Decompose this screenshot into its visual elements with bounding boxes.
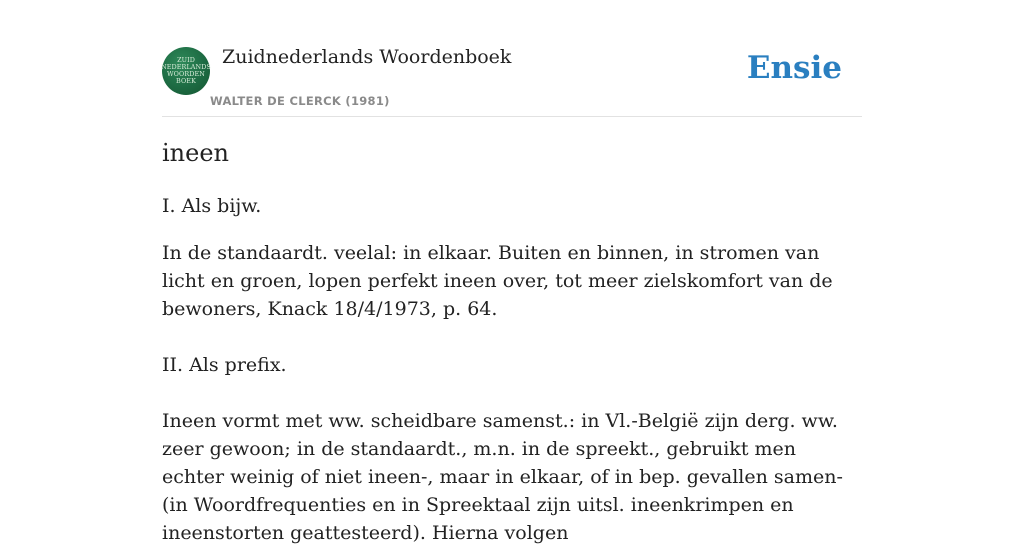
entry-headword: ineen <box>162 139 229 167</box>
entry-paragraph: Ineen vormt met ww. scheidbare samenst.: in Vl.-België zijn derg. ww. zeer gewoon; in de standaardt., m.n. in de spreekt., gebruikt men echter weinig of niet ineen-, maar in elkaar, of in bep. gevallen samen- (in Woordfrequenties en in Spreektaal zijn uitsl. ineenkrimpen en ineenstorten geattesteerd). Hierna volgen <box>162 410 843 544</box>
entry-paragraph: II. Als prefix. <box>162 354 287 376</box>
logo-line: BOEK <box>176 77 196 85</box>
entry-paragraph: In de standaardt. veelal: in elkaar. Buiten en binnen, in stromen van licht en groen, lopen perfekt ineen over, tot meer zielskomfort van de bewoners, Knack 18/4/1973, p. 64. <box>162 242 833 320</box>
logo-line: WOORDEN <box>167 70 205 78</box>
logo-line: NEDERLANDS <box>161 63 211 71</box>
header <box>162 0 862 117</box>
page <box>161 0 862 544</box>
ensie-brand-link[interactable]: Ensie <box>746 50 842 86</box>
dictionary-author: WALTER DE CLERCK (1981) <box>210 94 390 108</box>
dictionary-title-link[interactable]: Zuidnederlands Woordenboek <box>222 46 512 68</box>
logo-line: ZUID <box>177 56 195 64</box>
entry-paragraph: I. Als bijw. <box>162 195 262 217</box>
dictionary-logo[interactable] <box>162 47 210 95</box>
